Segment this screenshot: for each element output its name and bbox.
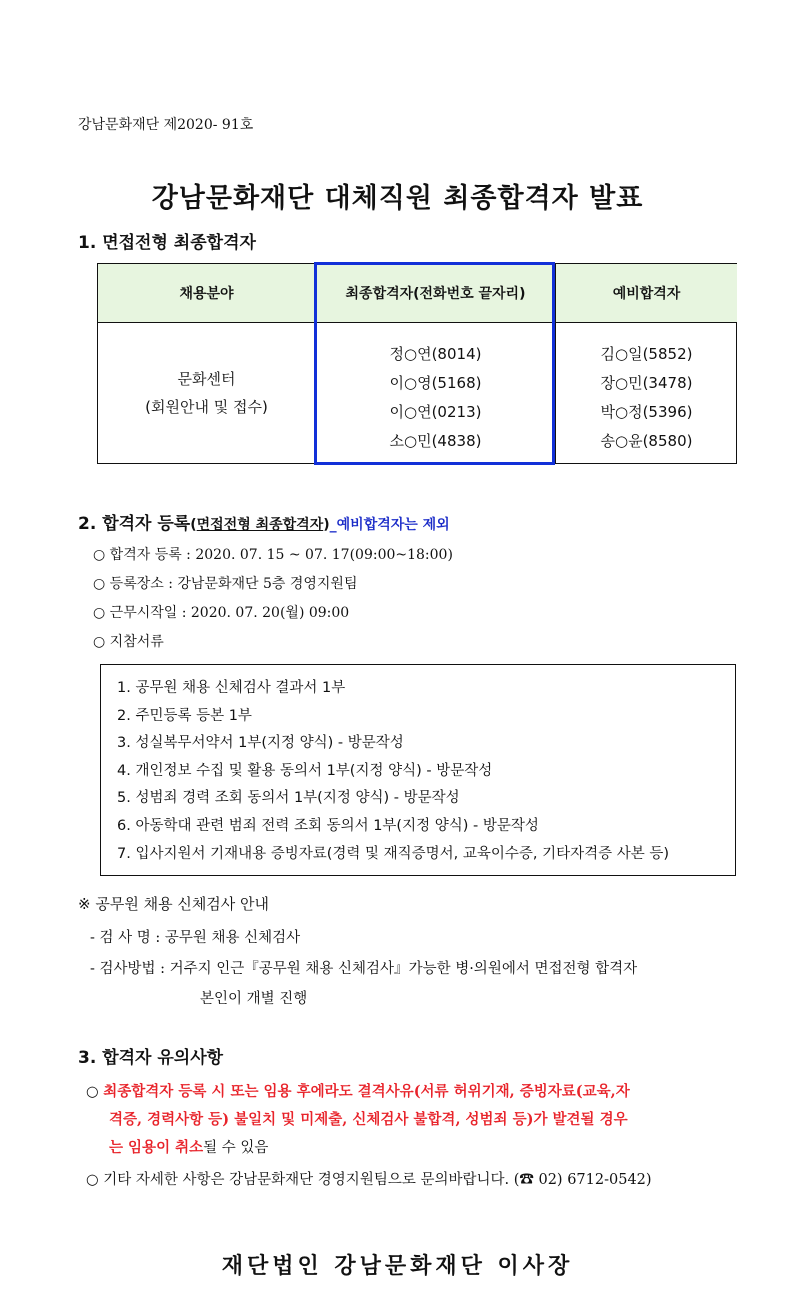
final-candidate: 이○영(5168): [389, 374, 482, 392]
caution-item-1: [86, 1078, 746, 1162]
paren-close: ): [323, 517, 330, 533]
field-name: 문화센터: [177, 370, 236, 388]
section3-heading: 3. 합격자 유의사항: [78, 1048, 224, 1068]
header-final: 최종합격자(전화번호 끝자리): [316, 264, 556, 323]
section1-heading: 1. 면접전형 최종합격자: [78, 233, 256, 253]
health-check-method-cont: 본인이 개별 진행: [200, 991, 308, 1007]
cell-reserve-list: [556, 323, 737, 463]
caution-red-text: 격증, 경력사항 등) 불일치 및 미제출, 신체검사 불합격, 성범죄 등)가 발견될 경우: [109, 1111, 628, 1128]
document-number: 강남문화재단 제2020- 91호: [78, 117, 254, 133]
caution-red-text: 최종합격자 등록 시 또는 임용 후에라도 결격사유(서류 허위기재, 증빙자료(교육,자: [103, 1083, 630, 1100]
page-title: 강남문화재단 대체직원 최종합격자 발표: [151, 183, 644, 214]
final-candidate: 정○연(8014): [389, 345, 482, 363]
health-check-name: - 검 사 명 : 공무원 채용 신체검사: [90, 930, 301, 946]
section2-heading-line: [78, 509, 450, 534]
document-item: 7. 입사지원서 기재내용 증빙자료(경력 및 재직증명서, 교육이수증, 기타자격증 사본 등): [117, 845, 670, 862]
reserve-candidate: 김○일(5852): [600, 345, 693, 363]
document-item: 1. 공무원 채용 신체검사 결과서 1부: [117, 680, 346, 696]
reserve-candidate: 장○민(3478): [600, 374, 693, 392]
document-item: 5. 성범죄 경력 조회 동의서 1부(지정 양식) - 방문작성: [117, 790, 460, 807]
section2-heading: 2. 합격자 등록: [78, 514, 191, 534]
section2-sub: [190, 517, 329, 533]
required-documents-label: ○ 지참서류: [93, 634, 164, 650]
field-detail: (회원안내 및 접수): [145, 398, 268, 416]
section2-note: _예비합격자는 제외: [329, 517, 450, 533]
final-candidate: 이○연(0213): [389, 403, 482, 421]
registration-place: ○ 등록장소 : 강남문화재단 5층 경영지원팀: [93, 576, 358, 592]
paren-open: (: [190, 517, 197, 533]
bullet: ○: [86, 1084, 104, 1100]
reserve-candidate: 송○윤(8580): [600, 432, 693, 450]
document-item: 2. 주민등록 등본 1부: [117, 707, 252, 724]
reserve-candidate: 박○정(5396): [600, 403, 693, 421]
caution-item-2: ○ 기타 자세한 사항은 강남문화재단 경영지원팀으로 문의바랍니다. (☎ 02) 6712-0542): [86, 1172, 652, 1188]
document-item: 4. 개인정보 수집 및 활용 동의서 1부(지정 양식) - 방문작성: [117, 762, 493, 779]
caution-red-text: 는 임용이 취소: [109, 1139, 204, 1156]
cell-field: [98, 323, 316, 463]
issuer-signature: 재단법인 강남문화재단 이사장: [221, 1254, 574, 1279]
final-column-highlight: [314, 262, 555, 465]
health-check-method: - 검사방법 : 거주지 인근『공무원 채용 신체검사』가능한 병·의원에서 면접전형 합격자: [90, 961, 638, 977]
health-check-title: ※ 공무원 채용 신체검사 안내: [78, 895, 270, 913]
registration-period: ○ 합격자 등록 : 2020. 07. 15 ~ 07. 17(09:00~18:00): [93, 547, 453, 563]
document-item: 3. 성실복무서약서 1부(지정 양식) - 방문작성: [117, 735, 404, 752]
work-start-date: ○ 근무시작일 : 2020. 07. 20(월) 09:00: [93, 605, 350, 621]
document-item: 6. 아동학대 관련 범죄 전력 조회 동의서 1부(지정 양식) - 방문작성: [117, 817, 539, 834]
final-candidate: 소○민(4838): [389, 432, 482, 450]
required-documents-box: [100, 664, 736, 876]
section2-sub-underlined: 면접전형 최종합격자: [196, 517, 324, 533]
header-field: 채용분야: [98, 264, 316, 323]
header-reserve: 예비합격자: [556, 264, 737, 323]
caution-tail: 될 수 있음: [203, 1140, 269, 1156]
